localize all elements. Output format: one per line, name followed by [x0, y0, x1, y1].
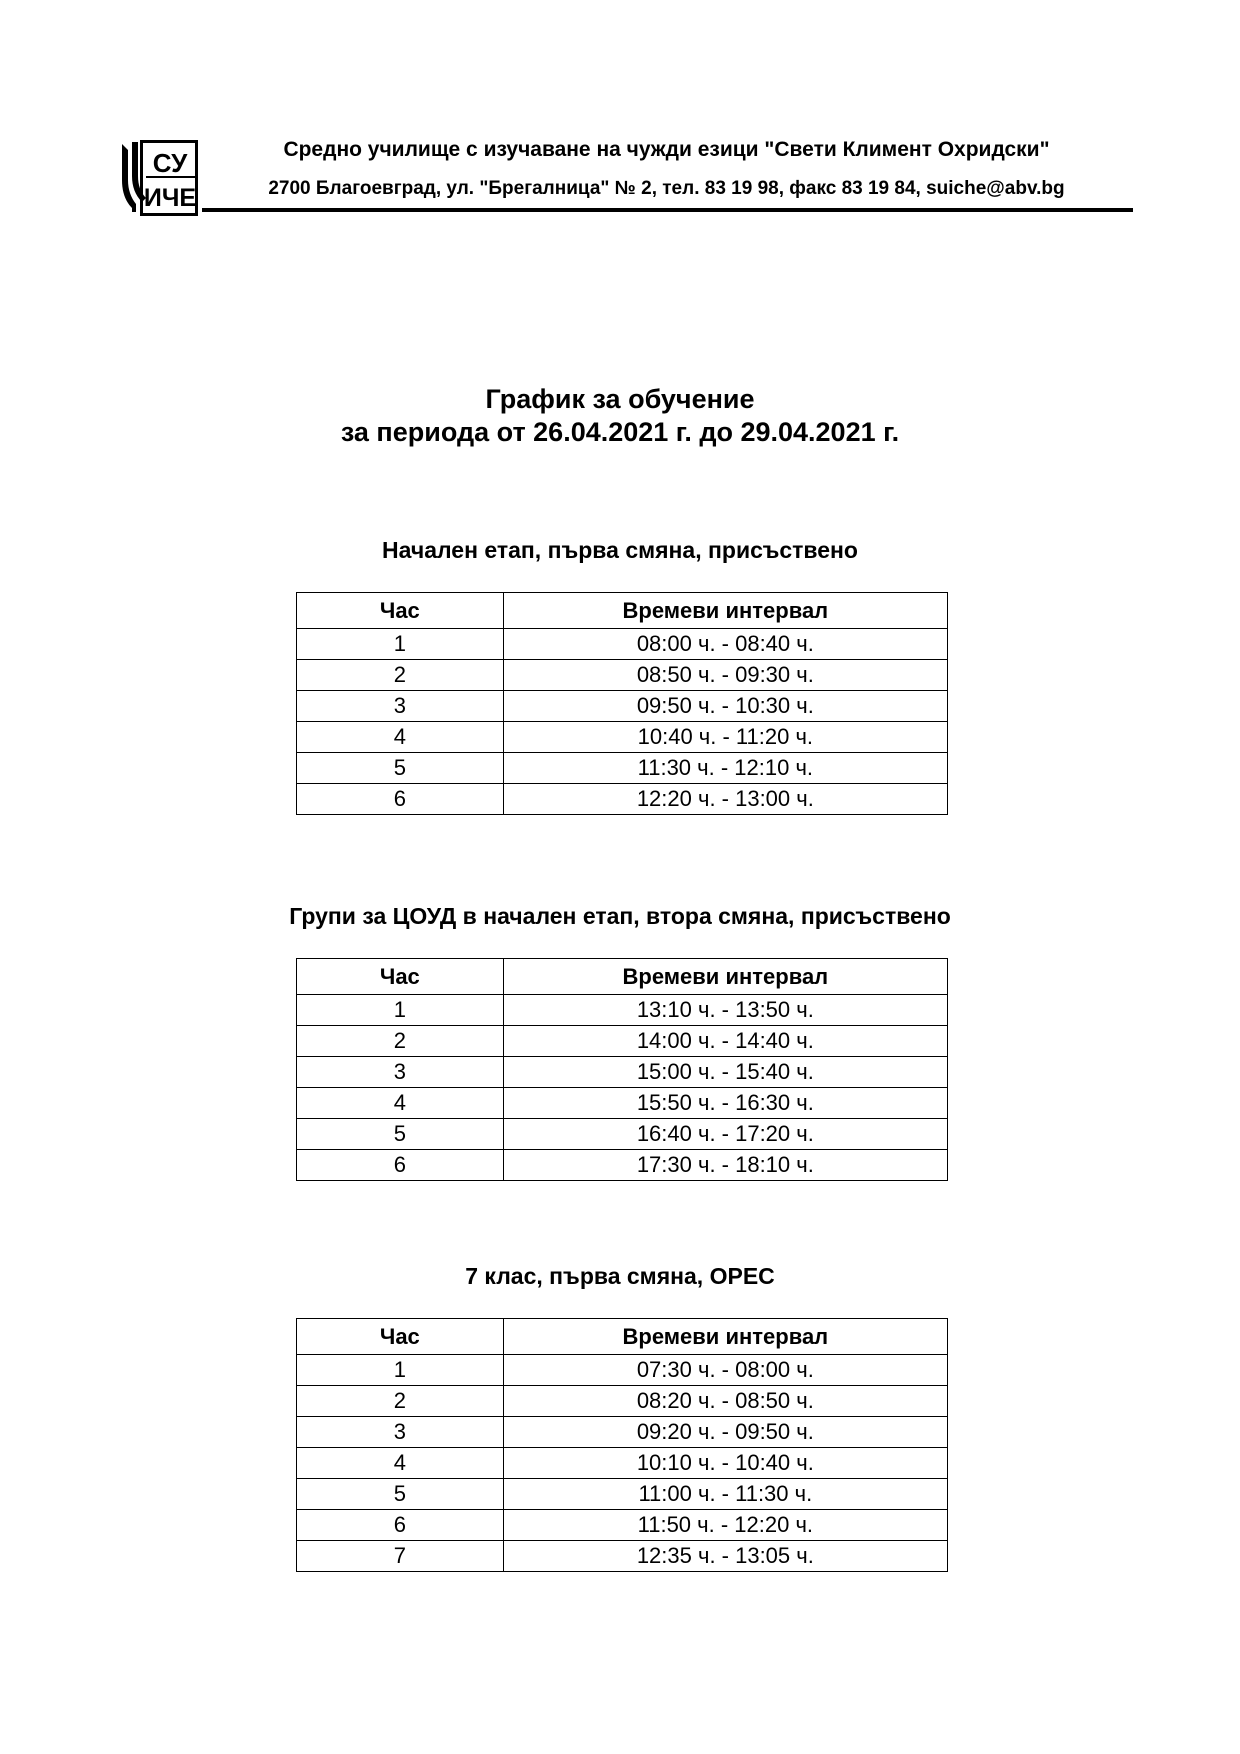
- hour-cell: 1: [297, 1355, 504, 1386]
- header-divider: [202, 208, 1133, 212]
- table-row: [297, 1057, 948, 1088]
- interval-cell: 07:30 ч. - 08:00 ч.: [503, 1355, 947, 1386]
- table-row: [297, 753, 948, 784]
- hour-cell: 4: [297, 1448, 504, 1479]
- table-row: [297, 1355, 948, 1386]
- table-row: [297, 1510, 948, 1541]
- column-header-interval: Времеви интервал: [503, 959, 947, 995]
- interval-cell: 08:50 ч. - 09:30 ч.: [503, 660, 947, 691]
- table-row: [297, 1386, 948, 1417]
- interval-cell: 16:40 ч. - 17:20 ч.: [503, 1119, 947, 1150]
- table-row: [297, 722, 948, 753]
- column-header-hour: Час: [297, 593, 504, 629]
- interval-cell: 17:30 ч. - 18:10 ч.: [503, 1150, 947, 1181]
- hour-cell: 2: [297, 1386, 504, 1417]
- column-header-interval: Времеви интервал: [503, 1319, 947, 1355]
- interval-cell: 13:10 ч. - 13:50 ч.: [503, 995, 947, 1026]
- interval-cell: 15:00 ч. - 15:40 ч.: [503, 1057, 947, 1088]
- hour-cell: 5: [297, 1479, 504, 1510]
- interval-cell: 10:10 ч. - 10:40 ч.: [503, 1448, 947, 1479]
- table-row: [297, 1150, 948, 1181]
- table-row: [297, 691, 948, 722]
- section-title-afterschool-second-shift: Групи за ЦОУД в начален етап, втора смяна, присъствено: [289, 903, 951, 929]
- school-logo: [118, 140, 200, 216]
- logo-top-text: СУ: [152, 148, 188, 178]
- interval-cell: 15:50 ч. - 16:30 ч.: [503, 1088, 947, 1119]
- interval-cell: 08:00 ч. - 08:40 ч.: [503, 629, 947, 660]
- table-row: [297, 1417, 948, 1448]
- table-row: [297, 784, 948, 815]
- hour-cell: 4: [297, 1088, 504, 1119]
- hour-cell: 4: [297, 722, 504, 753]
- column-header-hour: Час: [297, 959, 504, 995]
- table-row: [297, 1119, 948, 1150]
- table-header-row: [297, 1319, 948, 1355]
- hour-cell: 3: [297, 1417, 504, 1448]
- school-address: 2700 Благоевград, ул. "Брегалница" № 2, тел. 83 19 98, факс 83 19 84, suiche@abv.bg: [268, 178, 1065, 199]
- logo-bottom-text: ИЧЕ: [143, 184, 197, 212]
- interval-cell: 12:35 ч. - 13:05 ч.: [503, 1541, 947, 1572]
- interval-cell: 10:40 ч. - 11:20 ч.: [503, 722, 947, 753]
- hour-cell: 6: [297, 1510, 504, 1541]
- hour-cell: 3: [297, 691, 504, 722]
- table-row: [297, 1479, 948, 1510]
- table-row: [297, 1448, 948, 1479]
- interval-cell: 14:00 ч. - 14:40 ч.: [503, 1026, 947, 1057]
- interval-cell: 08:20 ч. - 08:50 ч.: [503, 1386, 947, 1417]
- column-header-hour: Час: [297, 1319, 504, 1355]
- table-header-row: [297, 593, 948, 629]
- interval-cell: 09:50 ч. - 10:30 ч.: [503, 691, 947, 722]
- hour-cell: 1: [297, 995, 504, 1026]
- table-header-row: [297, 959, 948, 995]
- table-row: [297, 629, 948, 660]
- table-row: [297, 660, 948, 691]
- hour-cell: 6: [297, 1150, 504, 1181]
- school-name: Средно училище с изучаване на чужди езици "Свети Климент Охридски": [283, 138, 1050, 161]
- interval-cell: 11:00 ч. - 11:30 ч.: [503, 1479, 947, 1510]
- document-period: за периода от 26.04.2021 г. до 29.04.2021 г.: [340, 417, 900, 447]
- schedule-table-afterschool-second-shift: [296, 958, 948, 1181]
- interval-cell: 11:30 ч. - 12:10 ч.: [503, 753, 947, 784]
- table-row: [297, 1541, 948, 1572]
- hour-cell: 2: [297, 1026, 504, 1057]
- interval-cell: 09:20 ч. - 09:50 ч.: [503, 1417, 947, 1448]
- hour-cell: 1: [297, 629, 504, 660]
- hour-cell: 7: [297, 1541, 504, 1572]
- interval-cell: 11:50 ч. - 12:20 ч.: [503, 1510, 947, 1541]
- schedule-table-7th-grade-first-shift: [296, 1318, 948, 1572]
- hour-cell: 3: [297, 1057, 504, 1088]
- interval-cell: 12:20 ч. - 13:00 ч.: [503, 784, 947, 815]
- document-title: График за обучение: [485, 384, 755, 414]
- hour-cell: 5: [297, 1119, 504, 1150]
- table-row: [297, 1026, 948, 1057]
- hour-cell: 6: [297, 784, 504, 815]
- letterhead: [118, 138, 1133, 218]
- section-title-7th-grade-first-shift: 7 клас, първа смяна, ОРЕС: [465, 1263, 775, 1289]
- column-header-interval: Времеви интервал: [503, 593, 947, 629]
- table-row: [297, 995, 948, 1026]
- schedule-table-primary-first-shift: [296, 592, 948, 815]
- table-row: [297, 1088, 948, 1119]
- hour-cell: 2: [297, 660, 504, 691]
- section-title-primary-first-shift: Начален етап, първа смяна, присъствено: [382, 537, 858, 563]
- hour-cell: 5: [297, 753, 504, 784]
